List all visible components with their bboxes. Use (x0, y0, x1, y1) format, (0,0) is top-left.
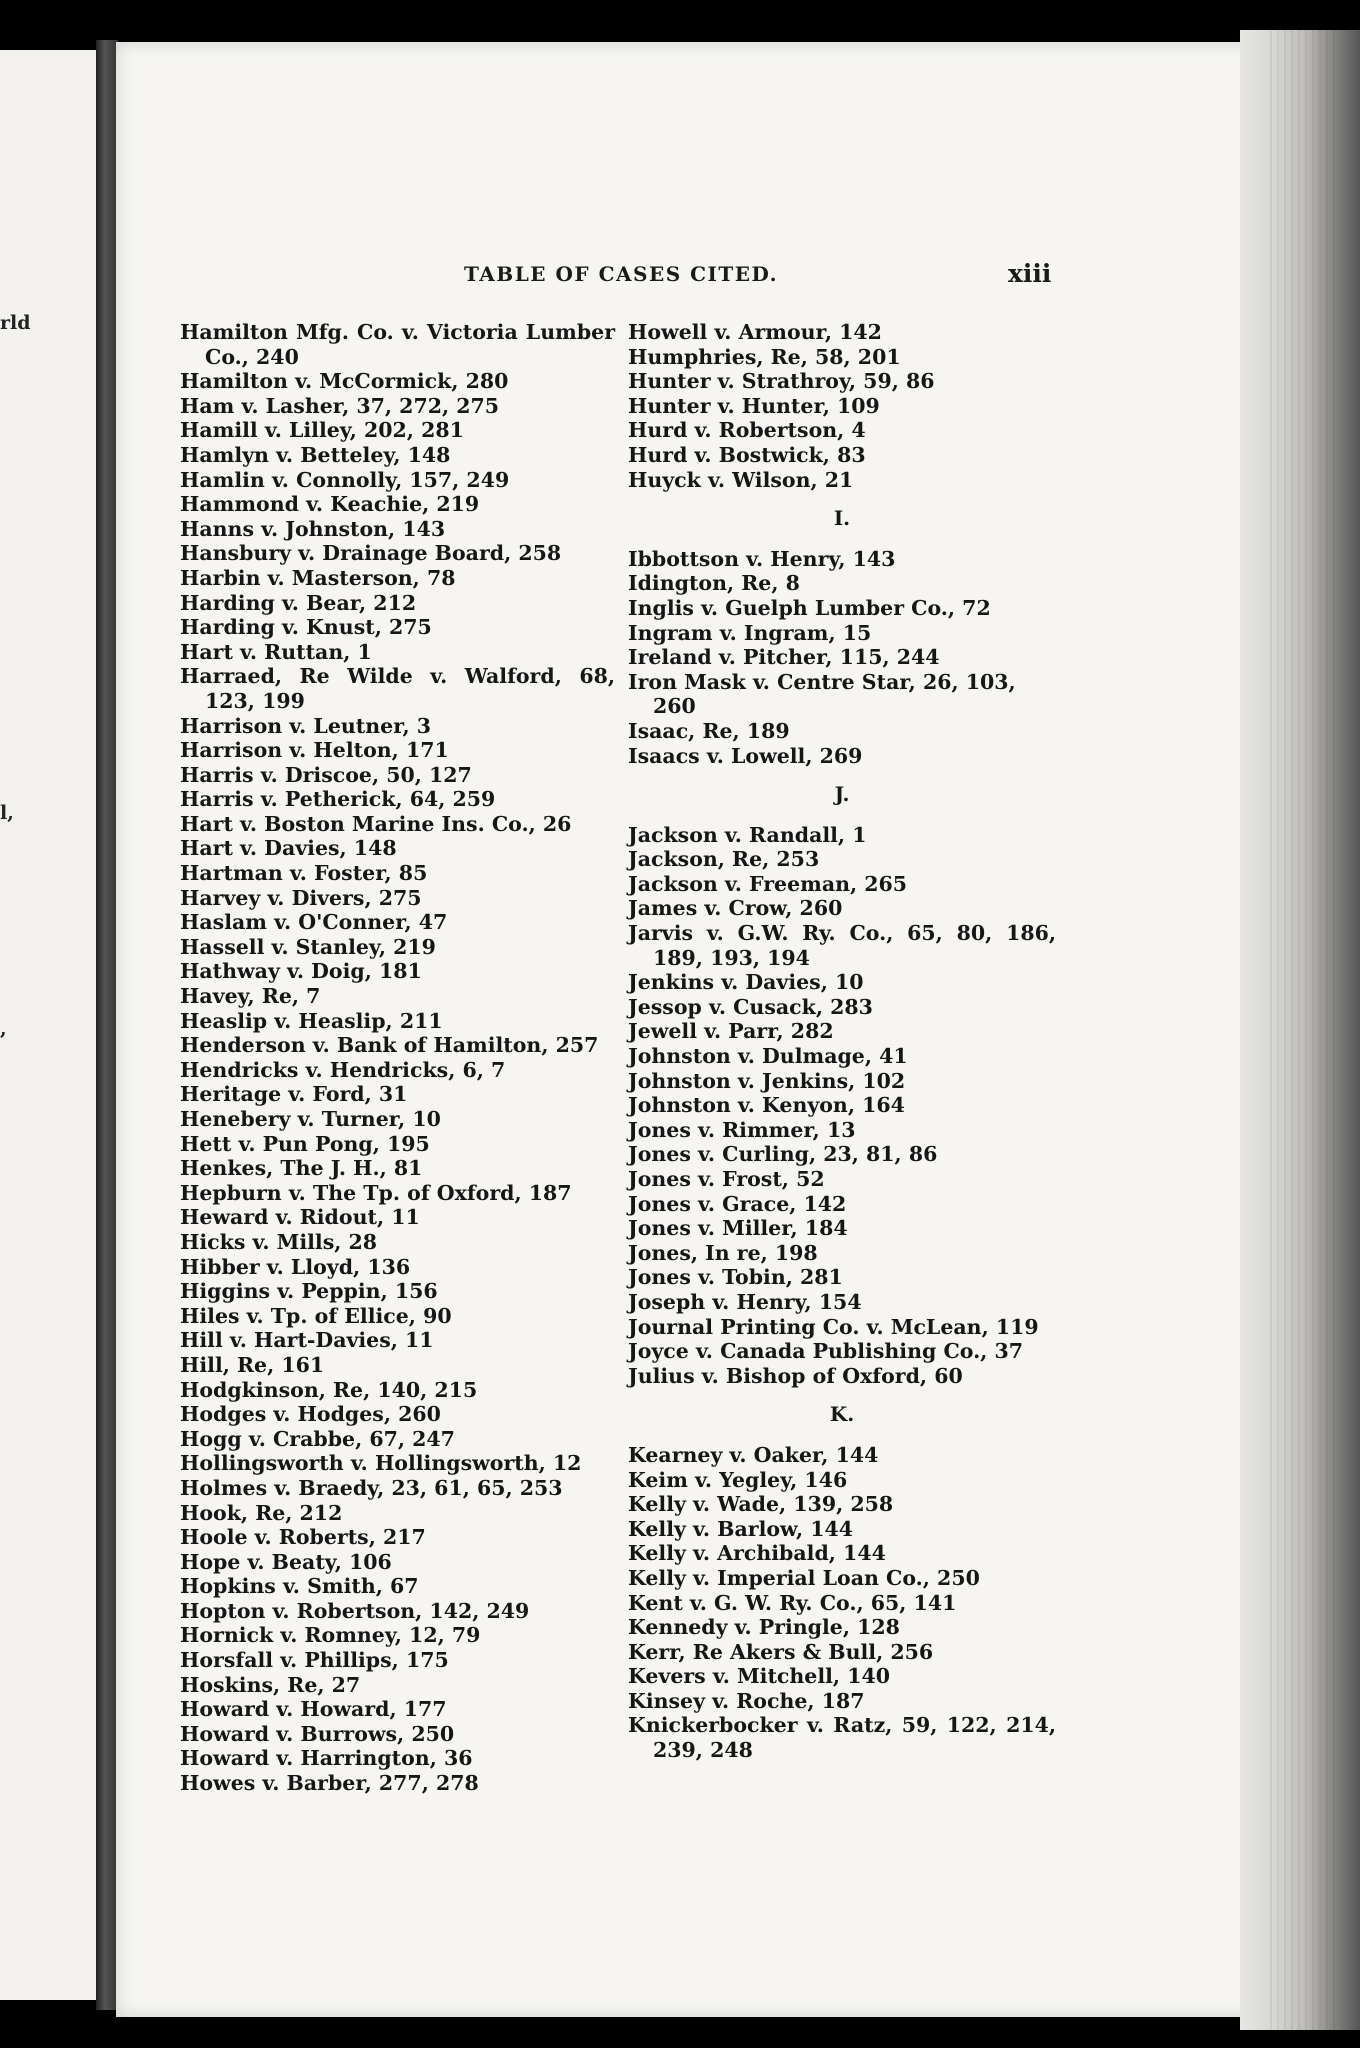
case-entry: Holmes v. Braedy, 23, 61, 65, 253 (180, 1475, 563, 1500)
case-entry: Ireland v. Pitcher, 115, 244 (628, 645, 940, 670)
case-entry: Hogg v. Crabbe, 67, 247 (180, 1426, 455, 1451)
page-stack-lines (1270, 30, 1340, 2030)
book-gutter (96, 40, 118, 2010)
case-entry: Kerr, Re Akers & Bull, 256 (628, 1639, 934, 1664)
case-entry: Kevers v. Mitchell, 140 (628, 1664, 890, 1689)
case-entry: Hibber v. Lloyd, 136 (180, 1254, 411, 1279)
case-entry: Hepburn v. The Tp. of Oxford, 187 (180, 1180, 572, 1205)
section-heading-i: I. (833, 506, 851, 531)
case-entry: Johnston v. Dulmage, 41 (628, 1044, 908, 1069)
case-entry: Hendricks v. Hendricks, 6, 7 (180, 1057, 506, 1082)
case-entry: Jackson v. Freeman, 265 (628, 871, 908, 896)
section-heading-j: J. (834, 782, 850, 807)
case-entry: Jones v. Curling, 23, 81, 86 (628, 1142, 938, 1167)
case-entry: Jones v. Frost, 52 (628, 1167, 825, 1191)
case-entry: Hett v. Pun Pong, 195 (180, 1131, 430, 1156)
case-entry: Humphries, Re, 58, 201 (628, 344, 901, 369)
case-entry: Havey, Re, 7 (180, 984, 321, 1009)
running-title: TABLE OF CASES CITED. (464, 262, 779, 286)
case-entry: Hamilton v. McCormick, 280 (180, 369, 509, 394)
case-entry: Henderson v. Bank of Hamilton, 257 (180, 1033, 599, 1058)
left-page-edge (0, 50, 100, 2000)
case-entry: Harrison v. Leutner, 3 (180, 713, 432, 738)
case-entry: Kearney v. Oaker, 144 (628, 1442, 879, 1467)
case-entry: Harris v. Driscoe, 50, 127 (180, 762, 472, 787)
case-entry: Hamill v. Lilley, 202, 281 (180, 418, 464, 443)
case-entry: Harris v. Petherick, 64, 259 (180, 787, 496, 812)
case-entry: Hunter v. Strathroy, 59, 86 (628, 369, 935, 394)
case-entry: Joseph v. Henry, 154 (628, 1289, 862, 1314)
case-entry: Harrison v. Helton, 171 (180, 738, 449, 763)
case-entry: Kelly v. Wade, 139, 258 (628, 1492, 894, 1517)
case-entry: Hornick v. Romney, 12, 79 (180, 1623, 481, 1648)
case-entry: Knickerbocker v. Ratz, 59, 122, 214, 239, 248 (628, 1713, 1056, 1763)
case-entry: Hassell v. Stanley, 219 (180, 934, 436, 959)
case-entry: Hartman v. Foster, 85 (180, 861, 428, 886)
case-entry: Hart v. Davies, 148 (180, 836, 397, 861)
case-entry: Kennedy v. Pringle, 128 (628, 1615, 900, 1640)
case-entry: Ingram v. Ingram, 15 (628, 620, 872, 645)
case-entry: Jenkins v. Davies, 10 (628, 970, 864, 995)
case-entry: Hollingsworth v. Hollingsworth, 12 (180, 1451, 582, 1476)
page-number: xiii (1008, 259, 1052, 288)
case-entry: Jessop v. Cusack, 283 (628, 994, 873, 1019)
case-entry: Harraed, Re Wilde v. Walford, 68, 123, 199 (180, 664, 615, 713)
case-entry: Hopton v. Robertson, 142, 249 (180, 1598, 530, 1623)
case-entry: Hamilton Mfg. Co. v. Victoria Lumber Co., 240 (180, 320, 615, 369)
case-entry: Kelly v. Barlow, 144 (628, 1516, 854, 1541)
case-entry: Jones v. Tobin, 281 (628, 1265, 843, 1290)
case-entry: Howard v. Harrington, 36 (180, 1746, 473, 1771)
case-entry: Hart v. Boston Marine Ins. Co., 26 (180, 811, 572, 836)
case-entry: Hodges v. Hodges, 260 (180, 1402, 441, 1427)
case-entry: Hopkins v. Smith, 67 (180, 1574, 419, 1599)
case-entry: Idington, Re, 8 (628, 571, 800, 596)
case-entry: Jewell v. Parr, 282 (628, 1019, 834, 1044)
case-entry: Jarvis v. G.W. Ry. Co., 65, 80, 186, 189, 193, 194 (628, 921, 1056, 970)
case-entry: Hunter v. Hunter, 109 (628, 393, 880, 418)
left-page-fragment: l, (0, 802, 14, 824)
case-entry: Hope v. Beaty, 106 (180, 1549, 392, 1574)
case-entry: Hurd v. Bostwick, 83 (628, 442, 866, 467)
case-entry: Inglis v. Guelph Lumber Co., 72 (628, 595, 991, 620)
case-entry: Hurd v. Robertson, 4 (628, 418, 866, 443)
case-entry: Jones v. Rimmer, 13 (628, 1117, 856, 1142)
case-entry: Jones, In re, 198 (628, 1240, 818, 1265)
case-entry: Kelly v. Archibald, 144 (628, 1541, 886, 1566)
case-entry: Jones v. Miller, 184 (628, 1216, 848, 1241)
case-entry: Hamlin v. Connolly, 157, 249 (180, 467, 510, 492)
case-entry: Julius v. Bishop of Oxford, 60 (628, 1363, 963, 1388)
case-entry: Johnston v. Jenkins, 102 (628, 1068, 906, 1093)
case-entry: James v. Crow, 260 (628, 896, 843, 921)
case-entry: Hoskins, Re, 27 (180, 1672, 361, 1697)
case-entry: Huyck v. Wilson, 21 (628, 467, 854, 492)
case-entry: Hicks v. Mills, 28 (180, 1229, 378, 1254)
left-page-fragment: , (0, 1018, 7, 1040)
case-entry: Henebery v. Turner, 10 (180, 1107, 441, 1131)
case-entry: Henkes, The J. H., 81 (180, 1156, 423, 1181)
case-entry: Howell v. Armour, 142 (628, 320, 882, 344)
case-entry: Hamlyn v. Betteley, 148 (180, 442, 451, 467)
case-entry: Harding v. Knust, 275 (180, 615, 432, 640)
case-entry: Howard v. Howard, 177 (180, 1697, 447, 1722)
case-entry: Journal Printing Co. v. McLean, 119 (628, 1314, 1039, 1339)
case-entry: Higgins v. Peppin, 156 (180, 1279, 438, 1304)
case-entry: Isaac, Re, 189 (628, 718, 790, 743)
case-entry: Hathway v. Doig, 181 (180, 959, 422, 984)
case-entry: Ham v. Lasher, 37, 272, 275 (180, 393, 500, 418)
case-entry: Hanns v. Johnston, 143 (180, 516, 446, 541)
case-entry: Hansbury v. Drainage Board, 258 (180, 541, 562, 566)
case-entry: Harvey v. Divers, 275 (180, 885, 422, 910)
case-entry: Ibbottson v. Henry, 143 (628, 546, 896, 571)
case-entry: Keim v. Yegley, 146 (628, 1467, 848, 1492)
case-entry: Johnston v. Kenyon, 164 (628, 1093, 905, 1118)
case-entry: Hoole v. Roberts, 217 (180, 1525, 426, 1550)
case-entry: Jones v. Grace, 142 (628, 1191, 847, 1216)
case-entry: Hammond v. Keachie, 219 (180, 492, 480, 517)
case-entry: Kelly v. Imperial Loan Co., 250 (628, 1565, 980, 1590)
case-entry: Horsfall v. Phillips, 175 (180, 1648, 449, 1673)
case-entry: Haslam v. O'Conner, 47 (180, 910, 448, 935)
case-entry: Howard v. Burrows, 250 (180, 1721, 455, 1746)
case-entry: Joyce v. Canada Publishing Co., 37 (628, 1339, 1024, 1364)
section-heading-k: K. (829, 1402, 855, 1427)
right-column (628, 320, 1056, 1763)
case-entry: Hart v. Ruttan, 1 (180, 639, 372, 664)
case-entry: Howes v. Barber, 277, 278 (180, 1771, 479, 1796)
case-entry: Iron Mask v. Centre Star, 26, 103, 260 (628, 669, 1016, 719)
case-entry: Heward v. Ridout, 11 (180, 1205, 420, 1230)
case-entry: Hill v. Hart-Davies, 11 (180, 1328, 434, 1353)
case-entry: Kent v. G. W. Ry. Co., 65, 141 (628, 1590, 957, 1615)
case-entry: Kinsey v. Roche, 187 (628, 1688, 865, 1713)
case-entry: Hill, Re, 161 (180, 1352, 325, 1377)
case-entry: Heaslip v. Heaslip, 211 (180, 1008, 443, 1033)
case-entry: Hodgkinson, Re, 140, 215 (180, 1377, 478, 1402)
case-entry: Hiles v. Tp. of Ellice, 90 (180, 1303, 452, 1328)
case-entry: Jackson, Re, 253 (628, 847, 820, 872)
case-entry: Harding v. Bear, 212 (180, 590, 417, 615)
case-entry: Jackson v. Randall, 1 (628, 822, 867, 847)
case-entry: Hook, Re, 212 (180, 1500, 343, 1525)
case-entry: Isaacs v. Lowell, 269 (628, 743, 863, 768)
left-page-fragment: rld (0, 312, 31, 334)
case-entry: Harbin v. Masterson, 78 (180, 565, 456, 590)
case-entry: Heritage v. Ford, 31 (180, 1082, 408, 1107)
left-column (180, 320, 615, 1796)
